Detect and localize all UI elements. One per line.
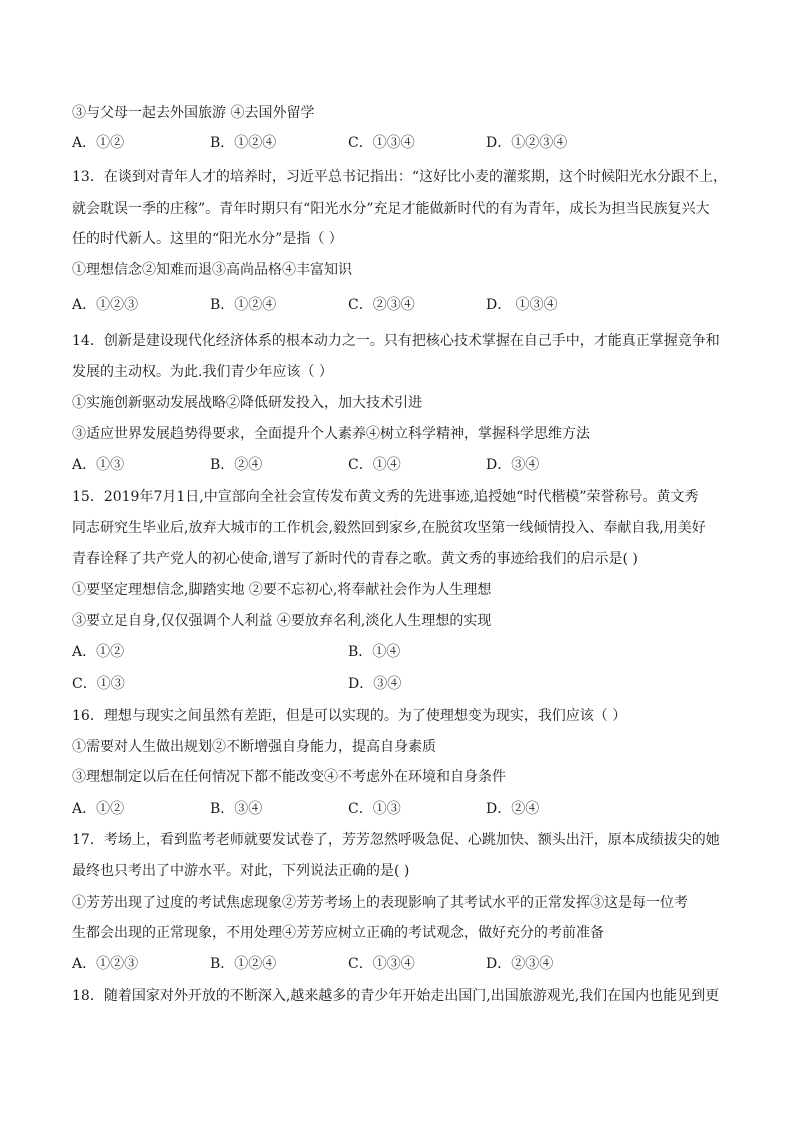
q15-stem-line: 15．2019年7月1日,中宣部向全社会宣传发布黄文秀的先进事迹,追授她“时代楷模”荣誉称号。黄文秀 xyxy=(72,489,699,505)
q13-stem-line: 就会耽误一季的庄稼”。青年时期只有“阳光水分”充足才能做新时代的有为青年，成长为担当民族复兴大 xyxy=(72,201,710,217)
option-b[interactable]: B．①④ xyxy=(348,644,401,660)
option-d[interactable]: D．②③④ xyxy=(486,956,554,972)
q17-choice-line: ①芳芳出现了过度的考试焦虑现象②芳芳考场上的表现影响了其考试水平的正常发挥③这是每一位考 xyxy=(72,895,688,911)
option-b[interactable]: B．①②④ xyxy=(210,297,277,313)
q15-stem-line: 同志研究生毕业后,放弃大城市的工作机会,毅然回到家乡,在脱贫攻坚第一线倾情投入、奉献自我,用美好 xyxy=(72,520,706,536)
q15-stem-line: 青春诠释了共产党人的初心使命,谱写了新时代的青春之歌。黄文秀的事迹给我们的启示是( ) xyxy=(72,551,638,567)
q17-choice-line: 生都会出现的正常现象，不用处理④芳芳应树立正确的考试观念，做好充分的考前准备 xyxy=(72,925,604,941)
q15-choice-line: ③要立足自身,仅仅强调个人利益 ④要放弃名利,淡化人生理想的实现 xyxy=(72,613,492,629)
option-c[interactable]: C．①③ xyxy=(72,676,125,692)
option-d[interactable]: D．③④ xyxy=(486,457,540,473)
option-c[interactable]: C．①③④ xyxy=(348,135,415,151)
q14-choice-line: ①实施创新驱动发展战略②降低研发投入，加大技术引进 xyxy=(72,395,422,411)
option-a[interactable]: A．①②③ xyxy=(72,297,139,313)
option-d[interactable]: D．②④ xyxy=(486,801,540,817)
q14-choice-line: ③适应世界发展趋势得要求，全面提升个人素养④树立科学精神，掌握科学思维方法 xyxy=(72,426,590,442)
option-a[interactable]: A．①② xyxy=(72,644,125,660)
option-a[interactable]: A．①②③ xyxy=(72,956,139,972)
q15-choice-line: ①要坚定理想信念,脚踏实地 ②要不忘初心,将奉献社会作为人生理想 xyxy=(72,582,492,598)
option-a[interactable]: A．①② xyxy=(72,135,125,151)
q14-stem-line: 14．创新是建设现代化经济体系的根本动力之一。只有把核心技术掌握在自己手中，才能真正掌握竞争和 xyxy=(72,333,720,349)
q15-options-row-1 xyxy=(72,641,732,663)
q14-stem-line: 发展的主动权。为此.我们青少年应该（ ） xyxy=(72,364,333,380)
q17-options xyxy=(72,953,732,975)
q14-options xyxy=(72,454,732,476)
option-c[interactable]: C．②③④ xyxy=(348,297,415,313)
q15-options-row-2 xyxy=(72,673,732,695)
option-a[interactable]: A．①③ xyxy=(72,457,125,473)
option-b[interactable]: B．②④ xyxy=(210,457,263,473)
q13-stem-line: 任的时代新人。这里的“阳光水分”是指（ ） xyxy=(72,231,343,247)
q16-options xyxy=(72,798,732,820)
q16-choice-line: ③理想制定以后在任何情况下都不能改变④不考虑外在环境和自身条件 xyxy=(72,769,506,785)
q16-choice-line: ①需要对人生做出规划②不断增强自身能力，提高自身素质 xyxy=(72,739,436,755)
option-c[interactable]: C．①③④ xyxy=(348,956,415,972)
q17-stem-line: 最终也只考出了中游水平。对此，下列说法正确的是( ) xyxy=(72,863,410,879)
option-c[interactable]: C．①③ xyxy=(348,801,401,817)
option-d[interactable]: D．③④ xyxy=(348,676,402,692)
option-c[interactable]: C．①④ xyxy=(348,457,401,473)
option-d[interactable]: D．①②③④ xyxy=(486,135,568,151)
option-b[interactable]: B．①②④ xyxy=(210,135,277,151)
option-d[interactable]: D． ①③④ xyxy=(486,297,558,313)
q12-options xyxy=(72,132,732,154)
q17-stem-line: 17．考场上，看到监考老师就要发试卷了，芳芳忽然呼吸急促、心跳加快、额头出汗，原本成绩拔尖的她 xyxy=(72,832,720,848)
q13-options xyxy=(72,294,732,316)
q16-stem-line: 16．理想与现实之间虽然有差距，但是可以实现的。为了使理想变为现实，我们应该（ ） xyxy=(72,708,627,724)
q13-stem-line: 13．在谈到对青年人才的培养时，习近平总书记指出：“这好比小麦的灌浆期，这个时候阳光水分跟不上， xyxy=(72,169,727,185)
q18-stem-line: 18．随着国家对外开放的不断深入,越来越多的青少年开始走出国门,出国旅游观光,我们在国内也能见到更 xyxy=(72,988,720,1004)
option-a[interactable]: A．①② xyxy=(72,801,125,817)
q13-choice-line: ①理想信念②知难而退③高尚品格④丰富知识 xyxy=(72,262,352,278)
option-b[interactable]: B．③④ xyxy=(210,801,263,817)
option-b[interactable]: B．①②④ xyxy=(210,956,277,972)
q12-choice-line: ③与父母一起去外国旅游 ④去国外留学 xyxy=(72,105,315,121)
